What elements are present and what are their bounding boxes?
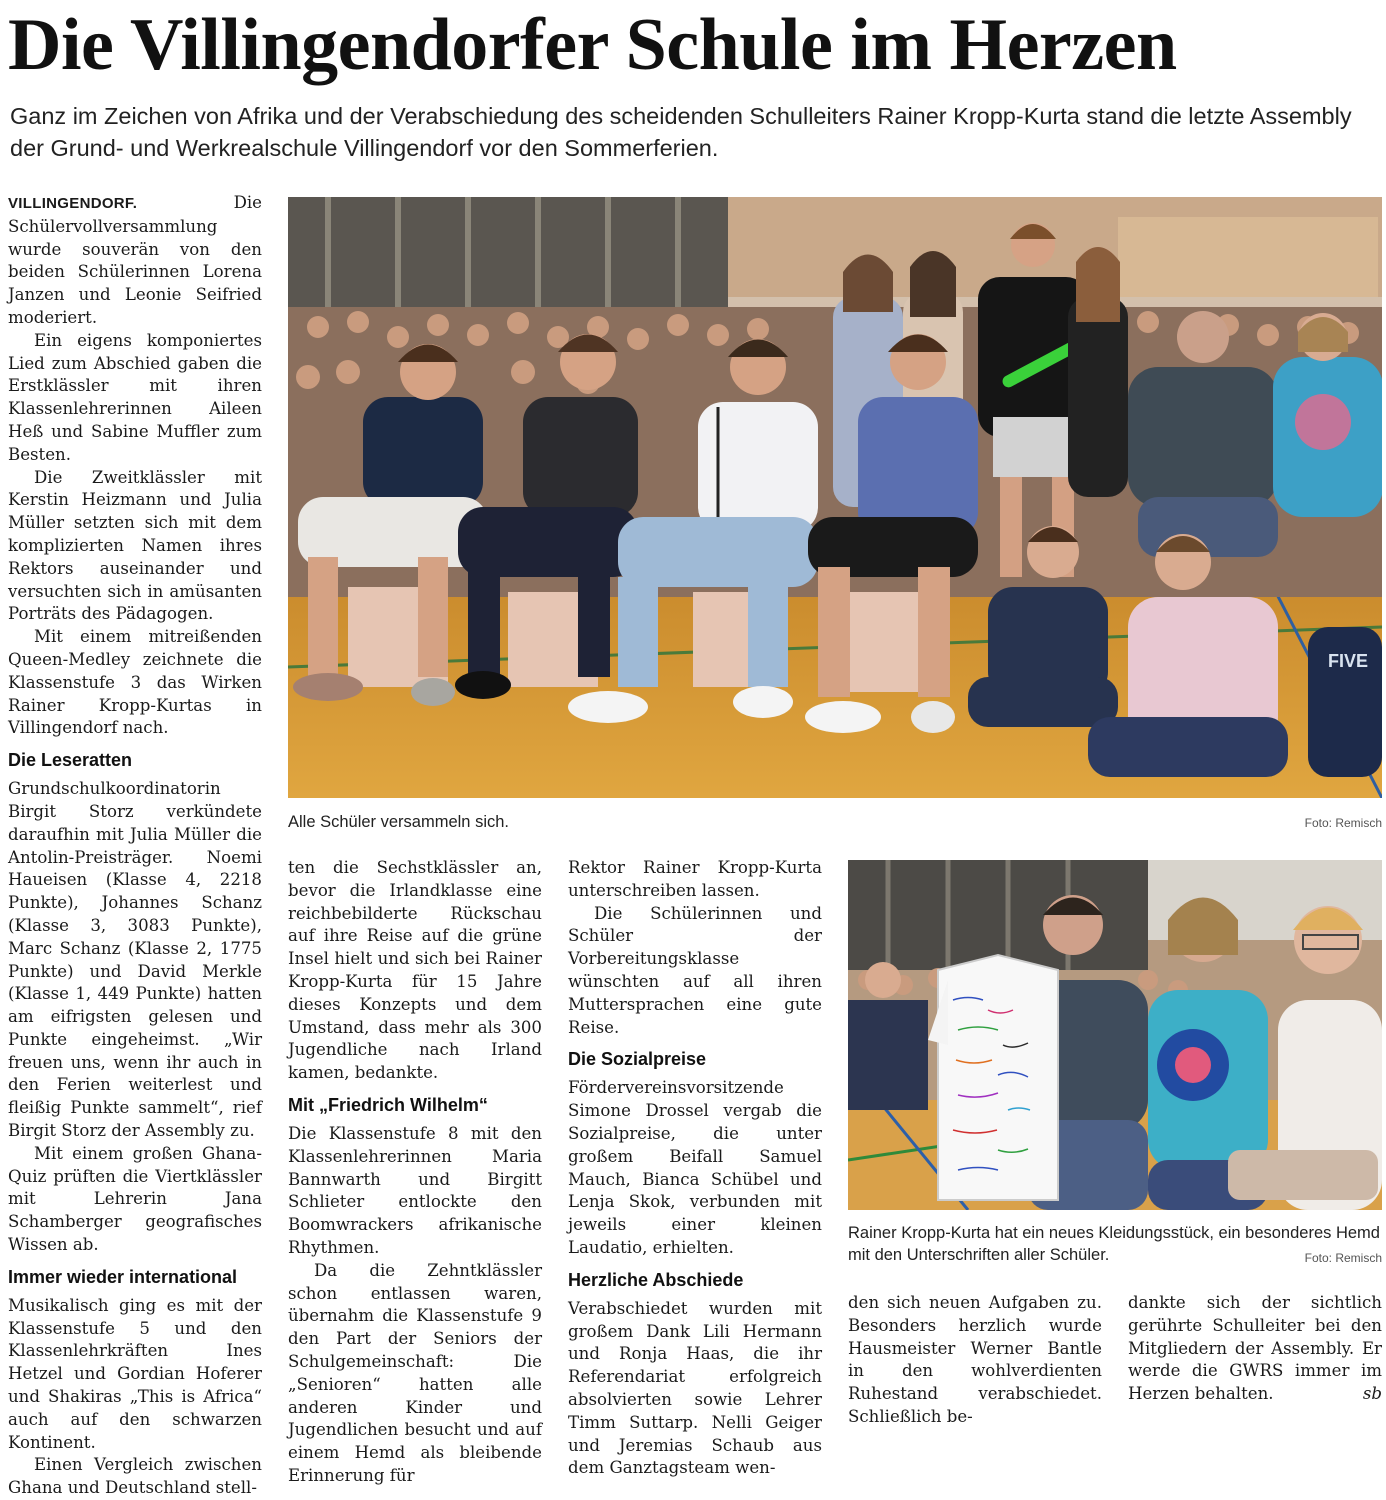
paragraph: ten die Sechstklässler an, bevor die Irlandklasse eine reichbebilderte Rückschau auf ihre Reise auf die grüne Insel hielt und sich bei Rainer Kropp-Kurta für 15 Jahre dieses Konzepts und dem Umstand, dass mehr als 300 Jugendliche nach Irland kamen, bedankte.: [288, 858, 542, 1083]
photo-signed-shirt: [848, 860, 1382, 1210]
paragraph: Mit einem mitreißenden Queen-Medley zeichnete die Klassenstufe 3 das Wirken Rainer Kropp-Kurtas in Villingendorf nach.: [8, 627, 262, 738]
headline: Die Villingendorfer Schule im Herzen: [8, 4, 1177, 86]
author-signature: sb: [1362, 1384, 1382, 1404]
photo-students-assembly: [288, 197, 1382, 798]
paragraph: VILLINGENDORF. Die Schülervollversammlung wurde souverän von den beiden Schülerinnen Lorena Janzen und Leonie Seifried moderiert.: [8, 193, 262, 327]
paragraph: Mit einem großen Ghana-Quiz prüften die Viertklässler mit Lehrerin Jana Schamberger geografisches Wissen ab.: [8, 1143, 262, 1255]
subheading-leseratten: Die Leseratten: [8, 750, 133, 771]
column-1: [8, 192, 262, 1500]
paragraph: Einen Vergleich zwischen Ghana und Deutschland stell-: [8, 1455, 262, 1498]
subheading-friedrich-wilhelm: Mit „Friedrich Wilhelm“: [288, 1094, 488, 1115]
subheading-sozialpreise: Die Sozialpreise: [568, 1049, 707, 1070]
paragraph: Grundschulkoordinatorin Birgit Storz verkündete daraufhin mit Julia Müller die Antolin-Preisträger. Noemi Haueisen (Klasse 4, 2218 Punkte), Johannes Schanz (Klasse 3, 3083 Punkte), Marc Schanz (Klasse 2, 1775 Punkte) und David Merkle (Klasse 1, 449 Punkte) hatten am eifrigsten gelesen und Punkte eingeheimst. „Wir freuen uns, wenn ihr auch in den Ferien weiterlest und fleißig Punkte sammelt“, rief Birgit Storz der Assembly zu.: [8, 779, 262, 1141]
shirt-print: FIVE: [1328, 651, 1369, 671]
lead-paragraph: Ganz im Zeichen von Afrika und der Verabschiedung des scheidenden Schulleiters Rainer Kropp-Kurta stand die letzte Assembly der Grund- und Werkrealschule Villingendorf vor den Sommerferien.: [10, 103, 1352, 161]
paragraph: Verabschiedet wurden mit großem Dank Lili Hermann und Ronja Haas, die ihr Referendariat erfolgreich absolvierten sowie Lehrer Timm Suttarp. Nelli Geiger und Jeremias Schaub aus dem Ganztagsteam wen-: [568, 1298, 822, 1478]
dateline: VILLINGENDORF.: [8, 195, 138, 212]
photo1-caption: Alle Schüler versammeln sich.: [288, 813, 509, 831]
paragraph: Die Zweitklässler mit Kerstin Heizmann und Julia Müller setzten sich mit dem komplizierten Namen ihres Rektors auseinander und versuchten sich in amüsanten Porträts des Pädagogen.: [8, 467, 262, 624]
paragraph: Musikalisch ging es mit der Klassenstufe 5 und den Klassenlehrkräften Ines Hetzel und Gordian Hoferer und Shakiras „This is Africa“ auch auf den schwarzen Kontinent.: [8, 1295, 262, 1452]
paragraph: dankte sich der sichtlich gerührte Schulleiter bei den Mitgliedern der Assembly. Er werde die GWRS immer im Herzen behalten. sb: [1128, 1292, 1382, 1406]
photo2-caption: Rainer Kropp-Kurta hat ein neues Kleidungsstück, ein besonderes Hemd mit den Unterschriften aller Schüler.: [848, 1224, 1380, 1264]
paragraph: Da die Zehntklässler schon entlassen waren, übernahm die Klassenstufe 9 den Part der Seniors der Schulgemeinschaft: Die „Senioren“ hatten alle anderen Kinder und Jugendlichen besucht und auf einem Hemd als bleibende Erinnerung für: [288, 1260, 542, 1485]
column-5: [1128, 1292, 1382, 1406]
paragraph: Die Schülerinnen und Schüler der Vorbereitungsklasse wünschten auf all ihren Muttersprachen eine gute Reise.: [568, 903, 822, 1037]
photo1-credit: Foto: Remisch: [1304, 816, 1382, 830]
paragraph: Rektor Rainer Kropp-Kurta unterschreiben lassen.: [568, 858, 822, 900]
column-3: [568, 857, 822, 1480]
paragraph: den sich neuen Aufgaben zu. Besonders herzlich wurde Hausmeister Werner Bantle in den wohlverdienten Ruhestand verabschiedet. Schließlich be-: [848, 1293, 1102, 1426]
column-4: [848, 1292, 1102, 1429]
subheading-abschiede: Herzliche Abschiede: [568, 1269, 744, 1290]
paragraph: Die Klassenstufe 8 mit den Klassenlehrerinnen Maria Bannwarth und Birgitt Schlieter entlockte den Boomwrackers afrikanische Rhythmen.: [288, 1123, 542, 1257]
paragraph: Ein eigens komponiertes Lied zum Abschied gaben die Erstklässler mit ihren Klassenlehrerinnen Aileen Heß und Sabine Muffler zum Besten.: [8, 330, 262, 464]
column-2: [288, 857, 542, 1488]
photo2-credit: Foto: Remisch: [1304, 1251, 1382, 1265]
paragraph: Fördervereinsvorsitzende Simone Drossel vergab die Sozialpreise, die unter großem Beifall Samuel Mauch, Bianca Schübel und Lenja Skok, verbunden mit jeweils einer kleinen Laudatio, erhielten.: [568, 1078, 822, 1257]
subheading-international: Immer wieder international: [8, 1266, 238, 1287]
